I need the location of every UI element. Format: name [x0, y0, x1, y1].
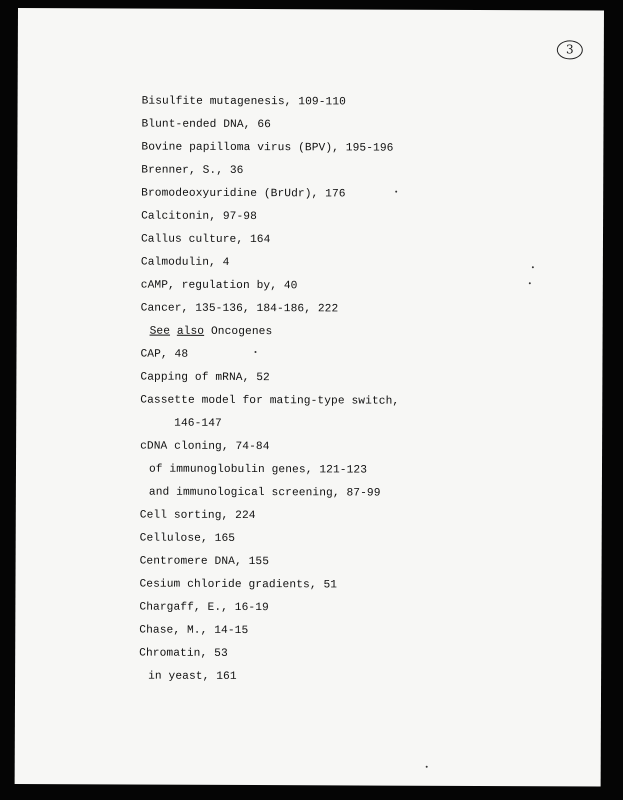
- paper-speck: [532, 266, 534, 268]
- index-entry: Blunt-ended DNA, 66: [141, 118, 271, 132]
- index-entry: Calcitonin, 97-98: [141, 210, 257, 224]
- index-entry: Brenner, S., 36: [141, 164, 244, 177]
- index-entry: cAMP, regulation by, 40: [140, 279, 298, 293]
- cross-reference-entry: [150, 326, 273, 339]
- see-label: See: [149, 325, 171, 338]
- index-entry: Cellulose, 165: [139, 532, 236, 545]
- paper-speck: [254, 351, 256, 353]
- document-page: [15, 8, 604, 787]
- index-entry-continuation: 146-147: [174, 417, 222, 430]
- index-subentry: of immunoglobulin genes, 121-123: [148, 463, 368, 477]
- index-entry: Centromere DNA, 155: [139, 555, 270, 569]
- index-entry: Bromodeoxyuridine (BrUdr), 176: [141, 187, 346, 201]
- index-entry: cDNA cloning, 74-84: [140, 440, 270, 454]
- index-entry: Cassette model for mating-type switch,: [140, 394, 400, 408]
- index-entry: Cesium chloride gradients, 51: [139, 578, 338, 592]
- index-entry: Capping of mRNA, 52: [140, 371, 270, 385]
- cross-reference-target: Oncogenes: [210, 325, 273, 339]
- index-entry: Calmodulin, 4: [140, 256, 230, 269]
- page-number-circled: 3: [557, 40, 583, 59]
- paper-speck: [426, 766, 428, 768]
- also-label: also: [176, 325, 205, 338]
- index-entry: Bisulfite mutagenesis, 109-110: [141, 95, 347, 109]
- paper-speck: [529, 282, 531, 284]
- index-entry: Chase, M., 14-15: [139, 624, 249, 638]
- scan-border-right: [605, 0, 623, 800]
- index-subentry: in yeast, 161: [148, 670, 237, 683]
- paper-speck: [395, 191, 397, 193]
- index-entry: Cancer, 135-136, 184-186, 222: [140, 302, 339, 316]
- index-entry: Bovine papilloma virus (BPV), 195-196: [141, 141, 394, 155]
- index-entry: Callus culture, 164: [140, 233, 271, 247]
- index-entry: Cell sorting, 224: [139, 509, 256, 523]
- index-entry: Chargaff, E., 16-19: [139, 601, 269, 615]
- index-entry: Chromatin, 53: [139, 647, 228, 660]
- index-subentry: and immunological screening, 87-99: [148, 486, 381, 500]
- index-entry: CAP, 48: [140, 348, 189, 361]
